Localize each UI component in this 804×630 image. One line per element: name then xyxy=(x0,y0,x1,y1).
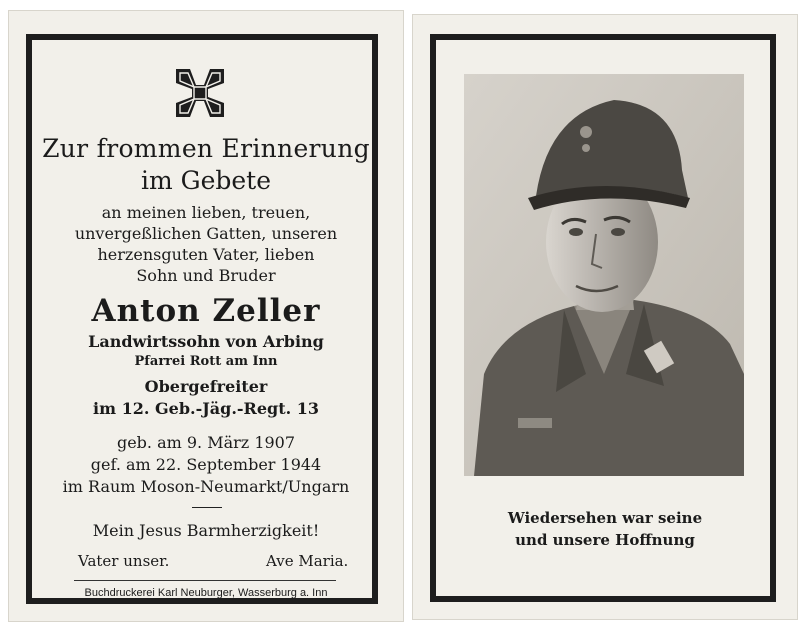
verse-line: Sohn und Bruder xyxy=(136,266,276,285)
heading-line-1: Zur frommen Erinnerung xyxy=(42,134,370,163)
memorial-card-text-side xyxy=(8,10,404,622)
footer-divider xyxy=(74,580,336,581)
prayer-ave-maria: Ave Maria. xyxy=(266,552,349,570)
printer-imprint: Buchdruckerei Karl Neuburger, Wasserburg a. Inn xyxy=(84,587,328,599)
verse-line: an meinen lieben, treuen, xyxy=(101,203,311,222)
death-place: im Raum Moson-Neumarkt/Ungarn xyxy=(62,477,350,496)
birth-date: geb. am 9. März 1907 xyxy=(116,433,296,452)
memorial-card-photo-side xyxy=(412,14,798,620)
parish-line: Pfarrei Rott am Inn xyxy=(134,354,278,369)
verse-line: unvergeßlichen Gatten, unseren xyxy=(74,224,338,243)
quote-line-2: und unsere Hoffnung xyxy=(515,531,695,549)
portrait-illustration xyxy=(464,74,744,476)
death-date: gef. am 22. September 1944 xyxy=(90,455,322,474)
iron-cross-icon xyxy=(172,65,228,121)
origin-line: Landwirtssohn von Arbing xyxy=(88,332,324,351)
deceased-name: Anton Zeller xyxy=(91,293,321,329)
verse-line: herzensguten Vater, lieben xyxy=(97,245,315,264)
unit-line: im 12. Geb.-Jäg.-Regt. 13 xyxy=(92,399,320,418)
prayer-vater-unser: Vater unser. xyxy=(78,552,170,570)
quote-line-1: Wiedersehen war seine xyxy=(507,509,703,527)
invocation: Mein Jesus Barmherzigkeit! xyxy=(92,521,320,540)
heading-line-2: im Gebete xyxy=(140,166,272,195)
divider xyxy=(192,507,222,508)
soldier-portrait-photo xyxy=(464,74,744,476)
rank-line: Obergefreiter xyxy=(144,377,268,396)
